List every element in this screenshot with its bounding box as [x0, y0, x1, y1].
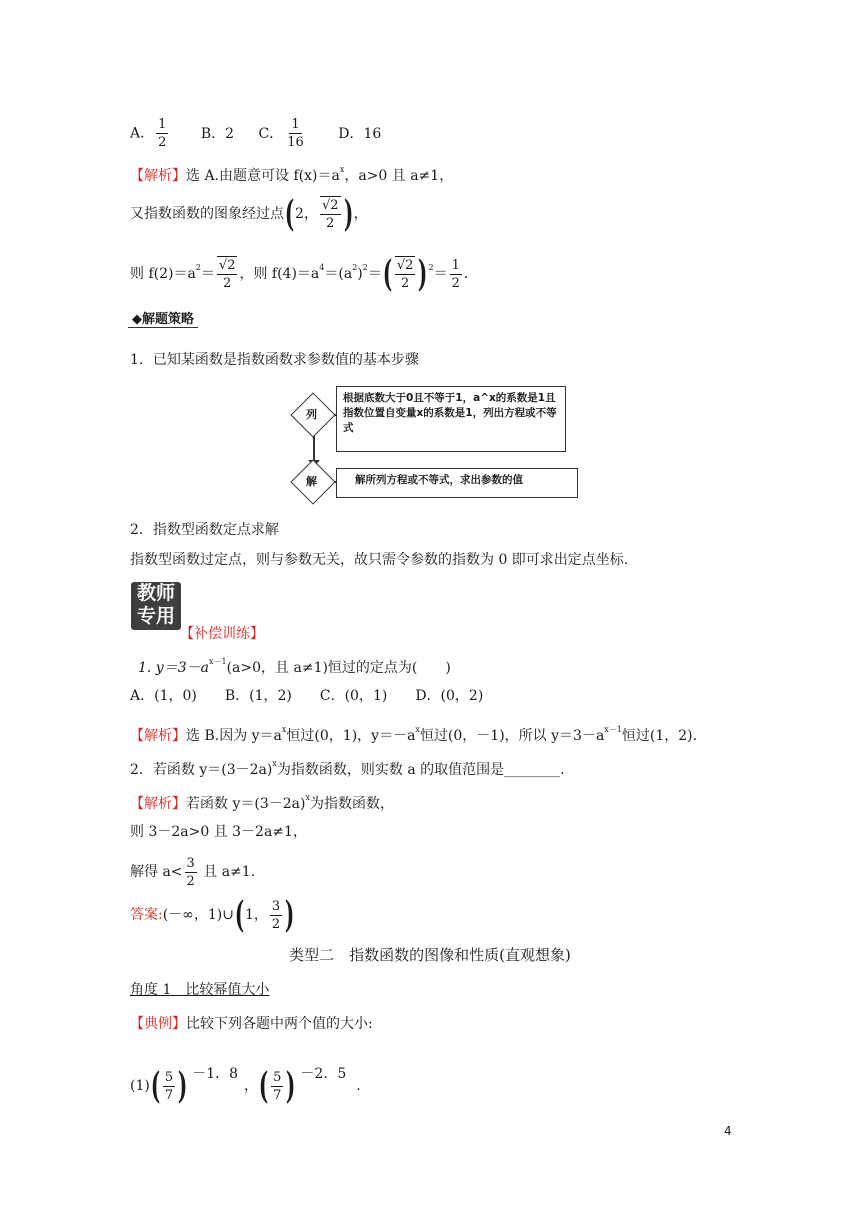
- solution-line-2: 又指数函数的图象经过点(2， $\frac{√2}{2}$ )，: [130, 193, 368, 235]
- angle-heading: 角度 1 比较幂值大小: [130, 982, 270, 998]
- example-prompt: 【典例】比较下列各题中两个值的大小:: [130, 1016, 373, 1032]
- fraction-a: $\frac{1}{2}$: [158, 117, 167, 150]
- solution-line-3: 则 $f(2)=a^2=$ $\frac{√2}{2}$ ，则 $f(4)=a^4=(a^2)^2=$( $\frac{√2}{2}$ )$^2$＝ $\frac{1}{2}$ ．: [130, 253, 478, 295]
- answer-options: A． $\frac{1}{2}$ B．2 C． $\frac{1}{16}$ D．16: [130, 117, 382, 150]
- strategy-item-2: 2．指数型函数定点求解: [130, 522, 279, 538]
- section-heading: 类型二 指数函数的图像和性质(直观想象): [289, 946, 571, 964]
- strategy-item-2-text: 指数型函数过定点，则与参数无关，故只需令参数的指数为 0 即可求出定点坐标.: [130, 552, 629, 568]
- question-1-options: A．(1，0) B．(1，2) C．(0，1) D．(0，2): [130, 688, 484, 704]
- question-2-solution-3: 解得 a< $\frac{3}{2}$ 且 a≠1.: [130, 855, 256, 889]
- strategy-item-1: 1．已知某函数是指数函数求参数值的基本步骤: [130, 352, 419, 368]
- supplementary-training-tag: 【补偿训练】: [180, 626, 264, 642]
- question-1: 1. $y=3-a^{x-1}(a>0$，且 a≠1)恒过的定点为( ): [138, 657, 451, 676]
- flow-box-1: 根据底数大于0且不等于1，a^x的系数是1且指数位置自变量x的系数是1，列出方程或不等式: [336, 386, 566, 452]
- example-item-1: (1)( $\frac{5}{7}$ ) －1．8，( $\frac{5}{7}$ ) －2．5.: [130, 1065, 361, 1107]
- analysis-tag: 【解析】: [130, 168, 186, 184]
- question-2-solution-1: 【解析】若函数 $y=(3-2a)^x$为指数函数，: [130, 793, 394, 812]
- question-1-solution: 【解析】选 B.因为 $y=a^x$恒过(0，1)，$y=-a^x$恒过(0，－1)，所以 $y=3-a^{x-1}$恒过(1，2).: [130, 725, 698, 744]
- flow-box-2: 解所列方程或不等式，求出参数的值: [336, 468, 578, 498]
- fraction-c: $\frac{1}{16}$: [287, 117, 304, 150]
- flow-label-2: 解: [306, 475, 317, 488]
- strategy-heading: ◆解题策略: [128, 308, 198, 328]
- question-2-solution-2: 则 3－2a>0 且 3－2a≠1，: [130, 824, 307, 840]
- flow-label-1: 列: [306, 408, 317, 421]
- page-number: 4: [724, 1124, 732, 1138]
- question-2-answer: 答案:(－∞，1)∪(1， $\frac{3}{2}$ ): [130, 894, 295, 936]
- question-2: 2．若函数 $y=(3-2a)^x$为指数函数，则实数 a 的取值范围是________.: [130, 759, 565, 778]
- teacher-only-badge: 教师 专用: [131, 582, 181, 630]
- solution-line-1: 【解析】选 A.由题意可设 $f(x)=a^x$，a>0 且 a≠1，: [130, 165, 454, 184]
